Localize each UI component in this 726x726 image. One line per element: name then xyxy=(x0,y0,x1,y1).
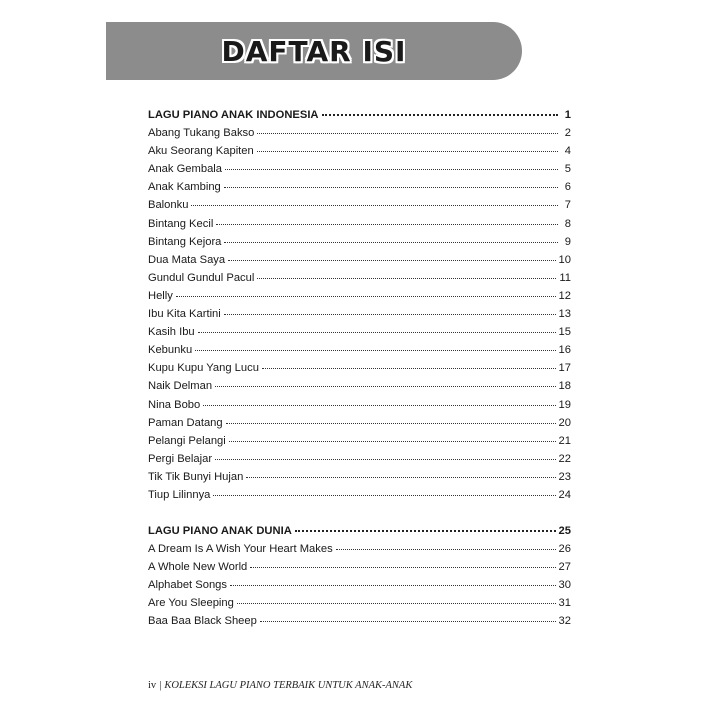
toc-entry-title: Gundul Gundul Pacul xyxy=(148,271,255,284)
dot-leader xyxy=(176,296,556,297)
toc-entry-page: 23 xyxy=(558,470,571,483)
toc-entry-title: Kebunku xyxy=(148,344,193,357)
dot-leader xyxy=(216,224,558,225)
toc-entry-title: Helly xyxy=(148,289,173,302)
toc-entry[interactable] xyxy=(148,124,571,142)
toc-entry[interactable] xyxy=(148,251,571,269)
dot-leader xyxy=(213,495,555,496)
toc-entry[interactable] xyxy=(148,414,571,432)
toc-entry-title: Bintang Kecil xyxy=(148,217,214,230)
toc-entry[interactable] xyxy=(148,594,571,612)
toc-heading-label: LAGU PIANO ANAK DUNIA xyxy=(148,525,292,537)
toc-entry[interactable] xyxy=(148,468,571,486)
toc-entry[interactable] xyxy=(148,269,571,287)
toc-entry-page: 26 xyxy=(558,543,571,556)
toc-entry[interactable] xyxy=(148,576,571,594)
toc-entry-page: 5 xyxy=(564,163,571,176)
dot-leader xyxy=(262,368,556,369)
dot-leader xyxy=(257,151,558,152)
toc-entry-page: 21 xyxy=(558,434,571,447)
toc-entry-page: 32 xyxy=(558,615,571,628)
toc-entry-title: Are You Sleeping xyxy=(148,597,234,610)
toc-entry-title: Anak Gembala xyxy=(148,163,223,176)
toc-entry-page: 22 xyxy=(558,452,571,465)
dot-leader xyxy=(322,114,558,116)
toc-entry-page: 19 xyxy=(558,398,571,411)
toc-entry-page: 30 xyxy=(558,579,571,592)
dot-leader xyxy=(257,133,558,134)
dot-leader xyxy=(237,603,556,604)
toc-section-dunia xyxy=(148,522,571,631)
toc-entry-title: A Whole New World xyxy=(148,561,248,574)
toc-entry[interactable] xyxy=(148,341,571,359)
title-banner xyxy=(106,22,522,80)
toc-entry-title: Pelangi Pelangi xyxy=(148,434,226,447)
toc-entry[interactable] xyxy=(148,196,571,214)
toc-entry-page: 10 xyxy=(558,253,571,266)
dot-leader xyxy=(246,477,555,478)
toc-entry-title: Kupu Kupu Yang Lucu xyxy=(148,362,259,375)
toc-entry-page: 18 xyxy=(558,380,571,393)
dot-leader xyxy=(230,585,556,586)
toc-entry-title: Abang Tukang Bakso xyxy=(148,127,255,140)
toc-entry-title: Nina Bobo xyxy=(148,398,201,411)
toc-heading-page: 1 xyxy=(564,109,571,121)
dot-leader xyxy=(215,386,556,387)
toc-entry-title: Kasih Ibu xyxy=(148,326,195,339)
toc-entry-title: Paman Datang xyxy=(148,416,223,429)
toc-entry-page: 6 xyxy=(564,181,571,194)
toc-entry-title: Anak Kambing xyxy=(148,181,221,194)
toc-entry-title: Baa Baa Black Sheep xyxy=(148,615,257,628)
toc-heading-label: LAGU PIANO ANAK INDONESIA xyxy=(148,109,319,121)
toc-entry[interactable] xyxy=(148,396,571,414)
dot-leader xyxy=(226,423,556,424)
toc-entry[interactable] xyxy=(148,450,571,468)
toc-entry-page: 31 xyxy=(558,597,571,610)
toc-entry[interactable] xyxy=(148,432,571,450)
toc-entry-page: 9 xyxy=(564,235,571,248)
toc-entry[interactable] xyxy=(148,142,571,160)
toc-entry-page: 20 xyxy=(558,416,571,429)
dot-leader xyxy=(224,242,558,243)
toc-entry[interactable] xyxy=(148,612,571,630)
dot-leader xyxy=(229,441,556,442)
toc-entry-title: Bintang Kejora xyxy=(148,235,222,248)
dot-leader xyxy=(228,260,555,261)
dot-leader xyxy=(203,405,555,406)
toc-entry-title: Ibu Kita Kartini xyxy=(148,308,221,321)
dot-leader xyxy=(195,350,555,351)
toc-heading[interactable] xyxy=(148,522,571,540)
toc-entry-page: 7 xyxy=(564,199,571,212)
footer-separator: | xyxy=(158,680,162,691)
dot-leader xyxy=(215,459,555,460)
dot-leader xyxy=(257,278,556,279)
toc-entry-page: 4 xyxy=(564,145,571,158)
toc-entry-page: 17 xyxy=(558,362,571,375)
toc-entry[interactable] xyxy=(148,377,571,395)
toc-entry-page: 24 xyxy=(558,488,571,501)
toc-entry-page: 15 xyxy=(558,326,571,339)
dot-leader xyxy=(225,169,558,170)
toc-entry[interactable] xyxy=(148,305,571,323)
toc-section-indonesia xyxy=(148,106,571,504)
toc-entry-title: Pergi Belajar xyxy=(148,452,213,465)
toc-entry-page: 11 xyxy=(559,271,571,284)
toc-entry[interactable] xyxy=(148,359,571,377)
toc-entry[interactable] xyxy=(148,486,571,504)
toc-entry[interactable] xyxy=(148,215,571,233)
dot-leader xyxy=(295,530,556,532)
toc-entry-title: Dua Mata Saya xyxy=(148,253,226,266)
toc-entry[interactable] xyxy=(148,287,571,305)
footer-book-title: KOLEKSI LAGU PIANO TERBAIK UNTUK ANAK-ANAK xyxy=(164,680,413,691)
dot-leader xyxy=(224,314,556,315)
dot-leader xyxy=(260,621,556,622)
dot-leader xyxy=(224,187,558,188)
toc-entry-page: 8 xyxy=(564,217,571,230)
dot-leader xyxy=(198,332,556,333)
toc-entry-page: 16 xyxy=(558,344,571,357)
toc-entry[interactable] xyxy=(148,160,571,178)
toc-entry[interactable] xyxy=(148,233,571,251)
page-footer xyxy=(148,680,412,691)
toc-entry-page: 2 xyxy=(564,127,571,140)
toc-heading[interactable] xyxy=(148,106,571,124)
page-title: DAFTAR ISI xyxy=(221,34,407,68)
toc-heading-page: 25 xyxy=(558,525,571,537)
footer-page-number: iv xyxy=(148,680,157,691)
toc-entry-title: Naik Delman xyxy=(148,380,213,393)
toc-entry-title: Tiup Lilinnya xyxy=(148,488,211,501)
toc-entry-title: Tik Tik Bunyi Hujan xyxy=(148,470,244,483)
toc-entry-page: 12 xyxy=(558,289,571,302)
toc-entry-page: 27 xyxy=(558,561,571,574)
toc-entry[interactable] xyxy=(148,178,571,196)
toc-entry[interactable] xyxy=(148,558,571,576)
dot-leader xyxy=(336,549,556,550)
toc-entry-title: Alphabet Songs xyxy=(148,579,227,592)
toc-entry-title: Aku Seorang Kapiten xyxy=(148,145,254,158)
toc-entry[interactable] xyxy=(148,323,571,341)
toc-entry-title: Balonku xyxy=(148,199,189,212)
dot-leader xyxy=(191,205,558,206)
toc-entry-page: 13 xyxy=(558,308,571,321)
toc-entry[interactable] xyxy=(148,540,571,558)
dot-leader xyxy=(250,567,555,568)
toc-entry-title: A Dream Is A Wish Your Heart Makes xyxy=(148,543,333,556)
